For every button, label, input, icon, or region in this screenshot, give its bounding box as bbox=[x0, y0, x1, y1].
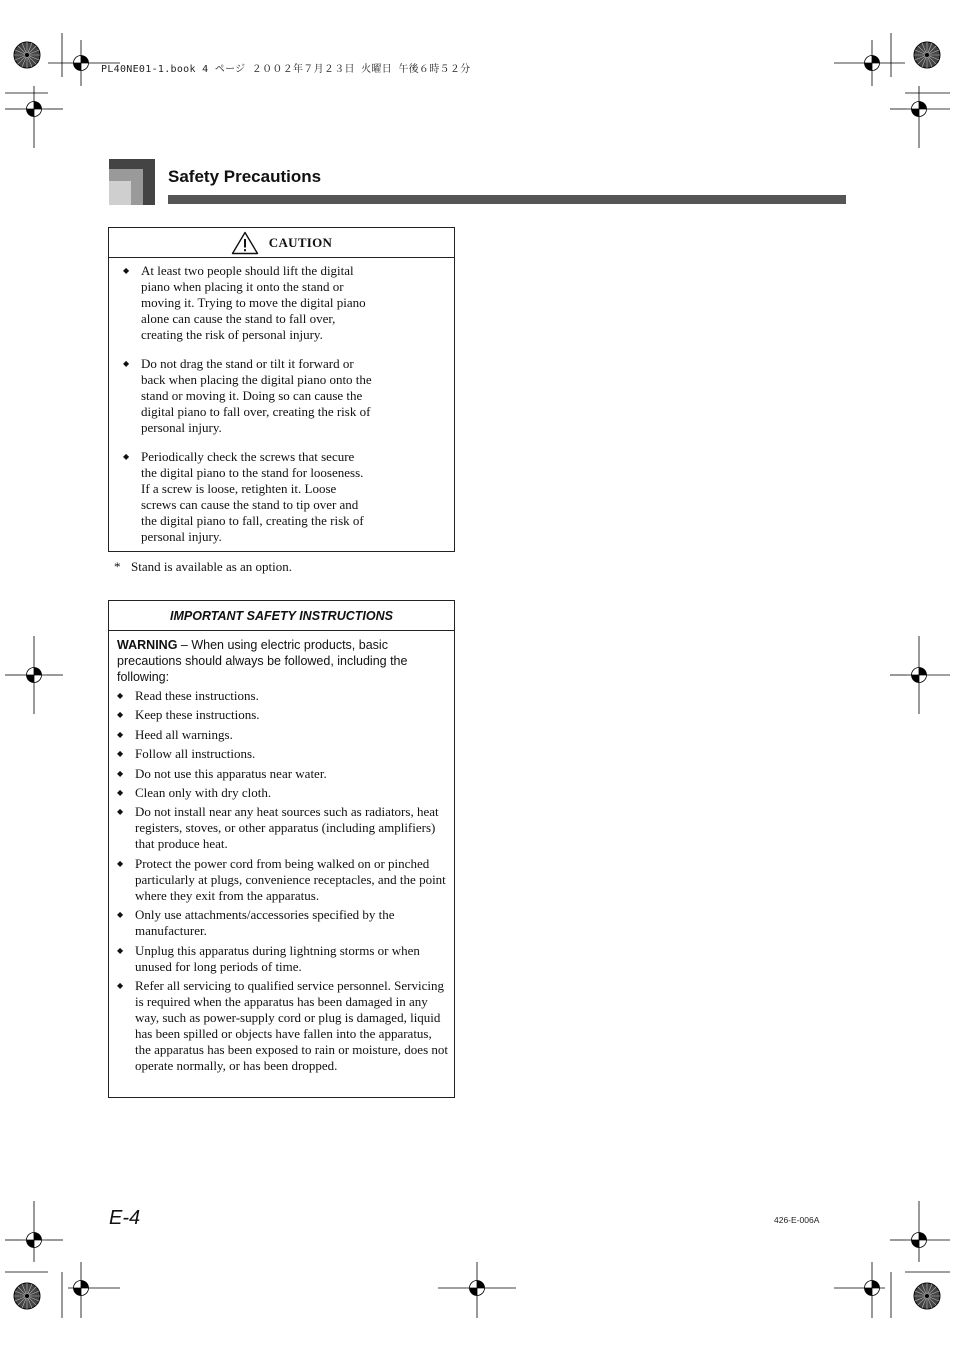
caution-box bbox=[108, 227, 455, 552]
list-item: ◆ Do not install near any heat sources such as radiators, heat registers, stoves, or other apparatus (including amplifiers) that produce heat. bbox=[117, 804, 439, 852]
important-safety-box bbox=[108, 600, 455, 1098]
safety-list bbox=[109, 688, 454, 1074]
list-item: ◆ Follow all instructions. bbox=[117, 746, 256, 762]
warning-paragraph bbox=[117, 637, 448, 685]
diamond-bullet-icon: ◆ bbox=[117, 729, 124, 739]
diamond-bullet-icon: ◆ bbox=[117, 945, 124, 955]
diamond-bullet-icon: ◆ bbox=[117, 691, 124, 700]
section-title-block-icon bbox=[109, 159, 155, 205]
diamond-bullet-icon: ◆ bbox=[117, 710, 124, 720]
warning-label: WARNING bbox=[117, 638, 178, 652]
footnote bbox=[114, 559, 292, 575]
document-code: 426-E-006A bbox=[774, 1215, 820, 1225]
diamond-bullet-icon: ◆ bbox=[117, 768, 124, 778]
diamond-bullet-icon: ◆ bbox=[117, 787, 124, 797]
section-title-rule bbox=[168, 195, 846, 204]
list-item: ◆ Clean only with dry cloth. bbox=[117, 784, 272, 800]
diamond-bullet-icon: ◆ bbox=[123, 452, 130, 461]
safety-instructions-title: IMPORTANT SAFETY INSTRUCTIONS bbox=[109, 601, 454, 631]
list-item: ◆ Heed all warnings. bbox=[117, 726, 233, 742]
caution-label: CAUTION bbox=[268, 234, 333, 250]
diamond-bullet-icon: ◆ bbox=[123, 266, 130, 275]
footnote-text: Stand is available as an option. bbox=[131, 559, 293, 574]
footnote-mark: * bbox=[114, 559, 121, 574]
list-item: ◆ Keep these instructions. bbox=[117, 707, 260, 723]
caution-header bbox=[109, 228, 454, 258]
list-item: ◆ Unplug this apparatus during lightning storms or when unused for long periods of time. bbox=[117, 942, 420, 974]
diamond-bullet-icon: ◆ bbox=[123, 359, 130, 368]
diamond-bullet-icon: ◆ bbox=[117, 910, 124, 920]
list-item: ◆ Do not use this apparatus near water. bbox=[117, 765, 327, 781]
file-info-header: PL40NE01-1.book 4 ページ ２００２年７月２３日 火曜日 午後６時５２分 bbox=[101, 64, 471, 75]
diamond-bullet-icon: ◆ bbox=[117, 807, 124, 817]
warning-text: – When using electric products, basic precautions should always be followed, including the following: bbox=[117, 638, 408, 684]
list-item: ◆ Only use attachments/accessories specified by the manufacturer. bbox=[117, 907, 395, 939]
page-number: E-4 bbox=[109, 1207, 141, 1229]
list-item: ◆ Periodically check the screws that secure the digital piano to the stand for looseness. If a screw is loose, retighten it. Loose screws can cause the stand to tip over and the digital piano to fall, creating the risk of personal injury. bbox=[123, 449, 364, 544]
list-item: ◆ Protect the power cord from being walked on or pinched particularly at plugs, convenience receptacles, and the point where they exit from the apparatus. bbox=[117, 855, 446, 903]
section-title: Safety Precautions bbox=[168, 167, 322, 186]
diamond-bullet-icon: ◆ bbox=[117, 858, 124, 868]
caution-list bbox=[109, 258, 454, 545]
list-item: ◆ At least two people should lift the digital piano when placing it onto the stand or moving it. Trying to move the digital piano alone can cause the stand to fall over, creating the risk of personal injury. bbox=[123, 263, 366, 342]
diamond-bullet-icon: ◆ bbox=[117, 749, 124, 759]
warning-triangle-icon bbox=[231, 231, 259, 255]
list-item: ◆ Read these instructions. bbox=[117, 688, 259, 703]
list-item: ◆ Do not drag the stand or tilt it forward or back when placing the digital piano onto the stand or moving it. Doing so can cause the digital piano to fall over, creating the risk of personal injury. bbox=[123, 356, 372, 435]
diamond-bullet-icon: ◆ bbox=[117, 980, 124, 990]
list-item: ◆ Refer all servicing to qualified service personnel. Servicing is required when the apparatus has been damaged in any way, such as power-supply cord or plug is damaged, liquid has been spilled or objects have fallen into the apparatus, the apparatus has been exposed to rain or moisture, does not operate normally, or has been dropped. bbox=[117, 977, 448, 1073]
